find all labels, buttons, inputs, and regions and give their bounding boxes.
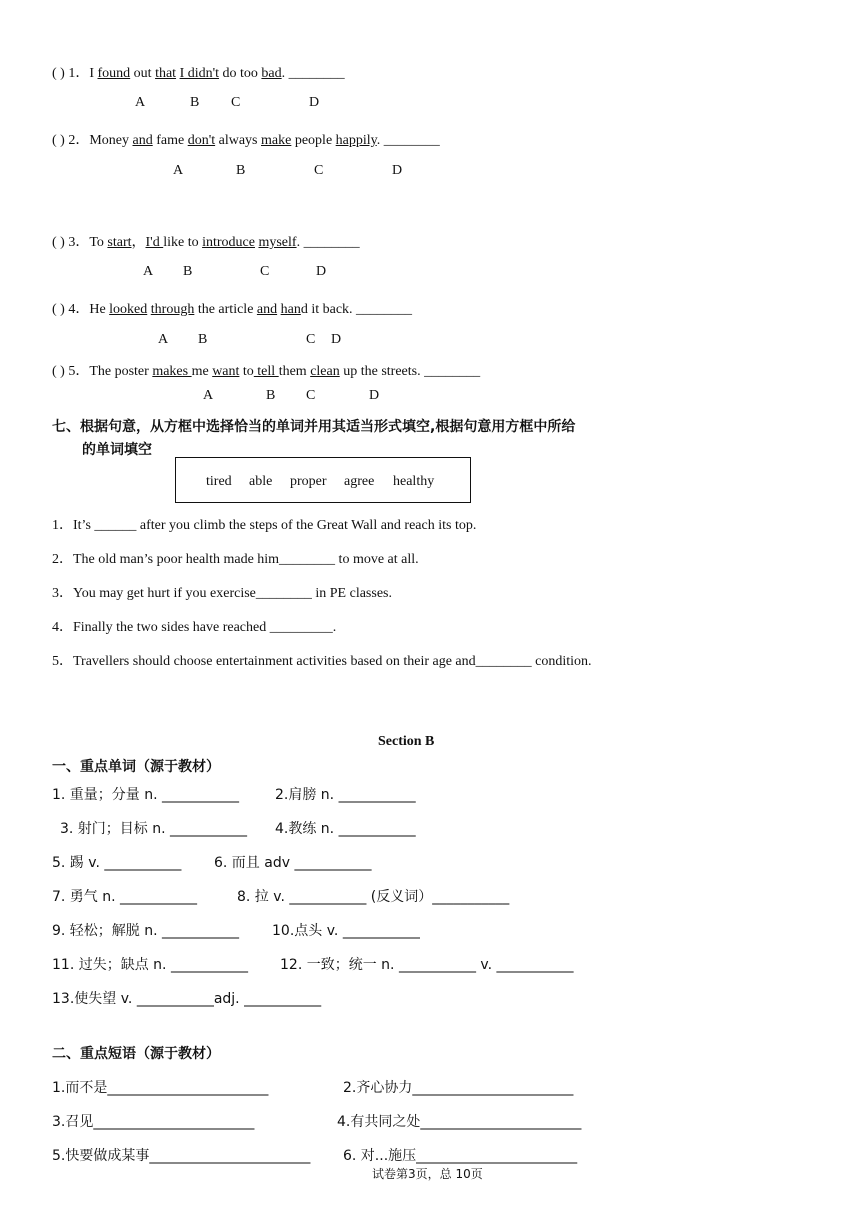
fill-item-2: 2．The old man’s poor health made him________ to move at all. <box>52 552 419 567</box>
sentence-segments <box>89 66 344 81</box>
word-bank-item: tired <box>206 474 232 489</box>
phrase-row-1-right: 2.齐心协力_______________________ <box>343 1080 574 1096</box>
question-1 <box>52 62 345 82</box>
underlined-word: and <box>256 302 278 317</box>
section-b-title: Section B <box>378 734 435 749</box>
sentence-text: fame <box>152 133 188 148</box>
vocab-row-2-right: 4.教练 n. ___________ <box>275 821 416 837</box>
underlined-word: that <box>155 66 177 81</box>
sentence-text: . ________ <box>281 66 345 81</box>
option-letter: D <box>316 264 327 279</box>
sentence-text: people <box>291 133 336 148</box>
underlined-word: tell <box>253 364 279 379</box>
question-number: ( ) 2． <box>52 133 90 148</box>
option-letter: D <box>392 163 403 178</box>
underlined-word: clean <box>310 364 340 379</box>
sentence-text: like to <box>163 235 203 250</box>
section7-heading-line1: 七、根据句意，从方框中选择恰当的单词并用其适当形式填空,根据句意用方框中所给 <box>52 419 576 435</box>
sentence-text: . ________ <box>376 133 440 148</box>
option-letter: C <box>314 163 324 178</box>
page-footer: 试卷第3页，总 10页 <box>372 1167 483 1181</box>
sentence-text: ， <box>131 235 146 250</box>
sentence-segments <box>89 364 480 379</box>
option-letter: B <box>236 163 246 178</box>
underlined-word: through <box>150 302 195 317</box>
fill-item-4: 4．Finally the two sides have reached _________. <box>52 620 337 635</box>
option-letter: A <box>135 95 146 110</box>
sentence-text: me <box>191 364 213 379</box>
word-bank-item: proper <box>290 474 327 489</box>
option-letter: A <box>143 264 154 279</box>
option-letter: D <box>331 332 342 347</box>
underlined-word: bad <box>261 66 282 81</box>
question-number: ( ) 1． <box>52 66 90 81</box>
option-letter: D <box>369 388 380 403</box>
option-letter: A <box>158 332 169 347</box>
sentence-segments <box>89 235 359 250</box>
sentence-text: Money <box>89 133 133 148</box>
underlined-word: looked <box>109 302 148 317</box>
option-letter: B <box>190 95 200 110</box>
section7-heading-line2: 的单词填空 <box>82 442 152 458</box>
vocab-row-5-left: 9. 轻松；解脱 n. ___________ <box>52 923 240 939</box>
question-number: ( ) 5． <box>52 364 90 379</box>
underlined-word: introduce <box>202 235 255 250</box>
underlined-word: make <box>261 133 292 148</box>
option-letter: C <box>306 332 316 347</box>
vocab-row-7: 13.使失望 v. ___________adj. ___________ <box>52 991 322 1007</box>
part1-heading: 一、重点单词（源于教材） <box>52 759 220 775</box>
vocab-row-3-right: 6. 而且 adv ___________ <box>214 855 372 871</box>
part2-heading: 二、重点短语（源于教材） <box>52 1046 220 1062</box>
sentence-text: to <box>239 364 254 379</box>
sentence-text: always <box>215 133 262 148</box>
sentence-text: up the streets. ________ <box>339 364 481 379</box>
fill-item-1: 1．It’s ______ after you climb the steps of the Great Wall and reach its top. <box>52 518 477 533</box>
word-bank-item: healthy <box>393 474 435 489</box>
vocab-row-6-left: 11. 过失；缺点 n. ___________ <box>52 957 248 973</box>
option-letter: B <box>198 332 208 347</box>
sentence-text: out <box>130 66 156 81</box>
phrase-row-2-right: 4.有共同之处_______________________ <box>337 1114 582 1130</box>
underlined-word: I didn't <box>179 66 220 81</box>
underlined-word: makes <box>152 364 192 379</box>
sentence-text: them <box>278 364 311 379</box>
sentence-text: . ________ <box>296 235 360 250</box>
vocab-row-3-left: 5. 踢 v. ___________ <box>52 855 182 871</box>
fill-item-3: 3．You may get hurt if you exercise________ in PE classes. <box>52 586 392 601</box>
vocab-row-5-right: 10.点头 v. ___________ <box>272 923 420 939</box>
question-number: ( ) 4． <box>52 302 90 317</box>
question-5 <box>52 360 480 380</box>
sentence-segments <box>89 302 412 317</box>
sentence-text: I <box>89 66 98 81</box>
phrase-row-1-left: 1.而不是_______________________ <box>52 1080 269 1096</box>
vocab-row-4-left: 7. 勇气 n. ___________ <box>52 889 198 905</box>
sentence-text: the article <box>194 302 257 317</box>
underlined-word: I'd <box>145 235 164 250</box>
underlined-word: myself <box>258 235 297 250</box>
phrase-row-3-right: 6. 对...施压_______________________ <box>343 1148 578 1164</box>
question-4 <box>52 298 412 318</box>
option-letter: C <box>260 264 270 279</box>
vocab-row-4-right: 8. 拉 v. ___________ (反义词）___________ <box>237 889 510 905</box>
option-letter: D <box>309 95 320 110</box>
underlined-word: start <box>107 235 132 250</box>
vocab-row-1-right: 2.肩膀 n. ___________ <box>275 787 416 803</box>
underlined-word: han <box>280 302 301 317</box>
underlined-word: don't <box>187 133 216 148</box>
option-letter: A <box>203 388 214 403</box>
option-letter: C <box>306 388 316 403</box>
underlined-word: and <box>132 133 153 148</box>
vocab-row-6-right: 12. 一致；统一 n. ___________ v. ___________ <box>280 957 574 973</box>
vocab-row-1-left: 1. 重量；分量 n. ___________ <box>52 787 240 803</box>
phrase-row-3-left: 5.快要做成某事_______________________ <box>52 1148 311 1164</box>
sentence-text: The poster <box>89 364 153 379</box>
question-2 <box>52 129 440 149</box>
question-3 <box>52 231 360 251</box>
option-letter: C <box>231 95 241 110</box>
question-number: ( ) 3． <box>52 235 90 250</box>
sentence-text: do too <box>219 66 262 81</box>
option-letter: B <box>266 388 276 403</box>
word-bank-box <box>175 457 471 503</box>
word-bank-item: able <box>249 474 273 489</box>
word-bank-item: agree <box>344 474 375 489</box>
sentence-text: He <box>89 302 110 317</box>
option-letter: A <box>173 163 184 178</box>
vocab-row-2-left: 3. 射门；目标 n. ___________ <box>60 821 248 837</box>
underlined-word: want <box>212 364 240 379</box>
option-letter: B <box>183 264 193 279</box>
underlined-word: found <box>97 66 131 81</box>
phrase-row-2-left: 3.召见_______________________ <box>52 1114 255 1130</box>
sentence-text: d it back. ________ <box>300 302 413 317</box>
fill-item-5: 5．Travellers should choose entertainment activities based on their age and________ condition. <box>52 654 592 669</box>
sentence-segments <box>89 133 439 148</box>
sentence-text: To <box>89 235 108 250</box>
underlined-word: happily <box>335 133 377 148</box>
